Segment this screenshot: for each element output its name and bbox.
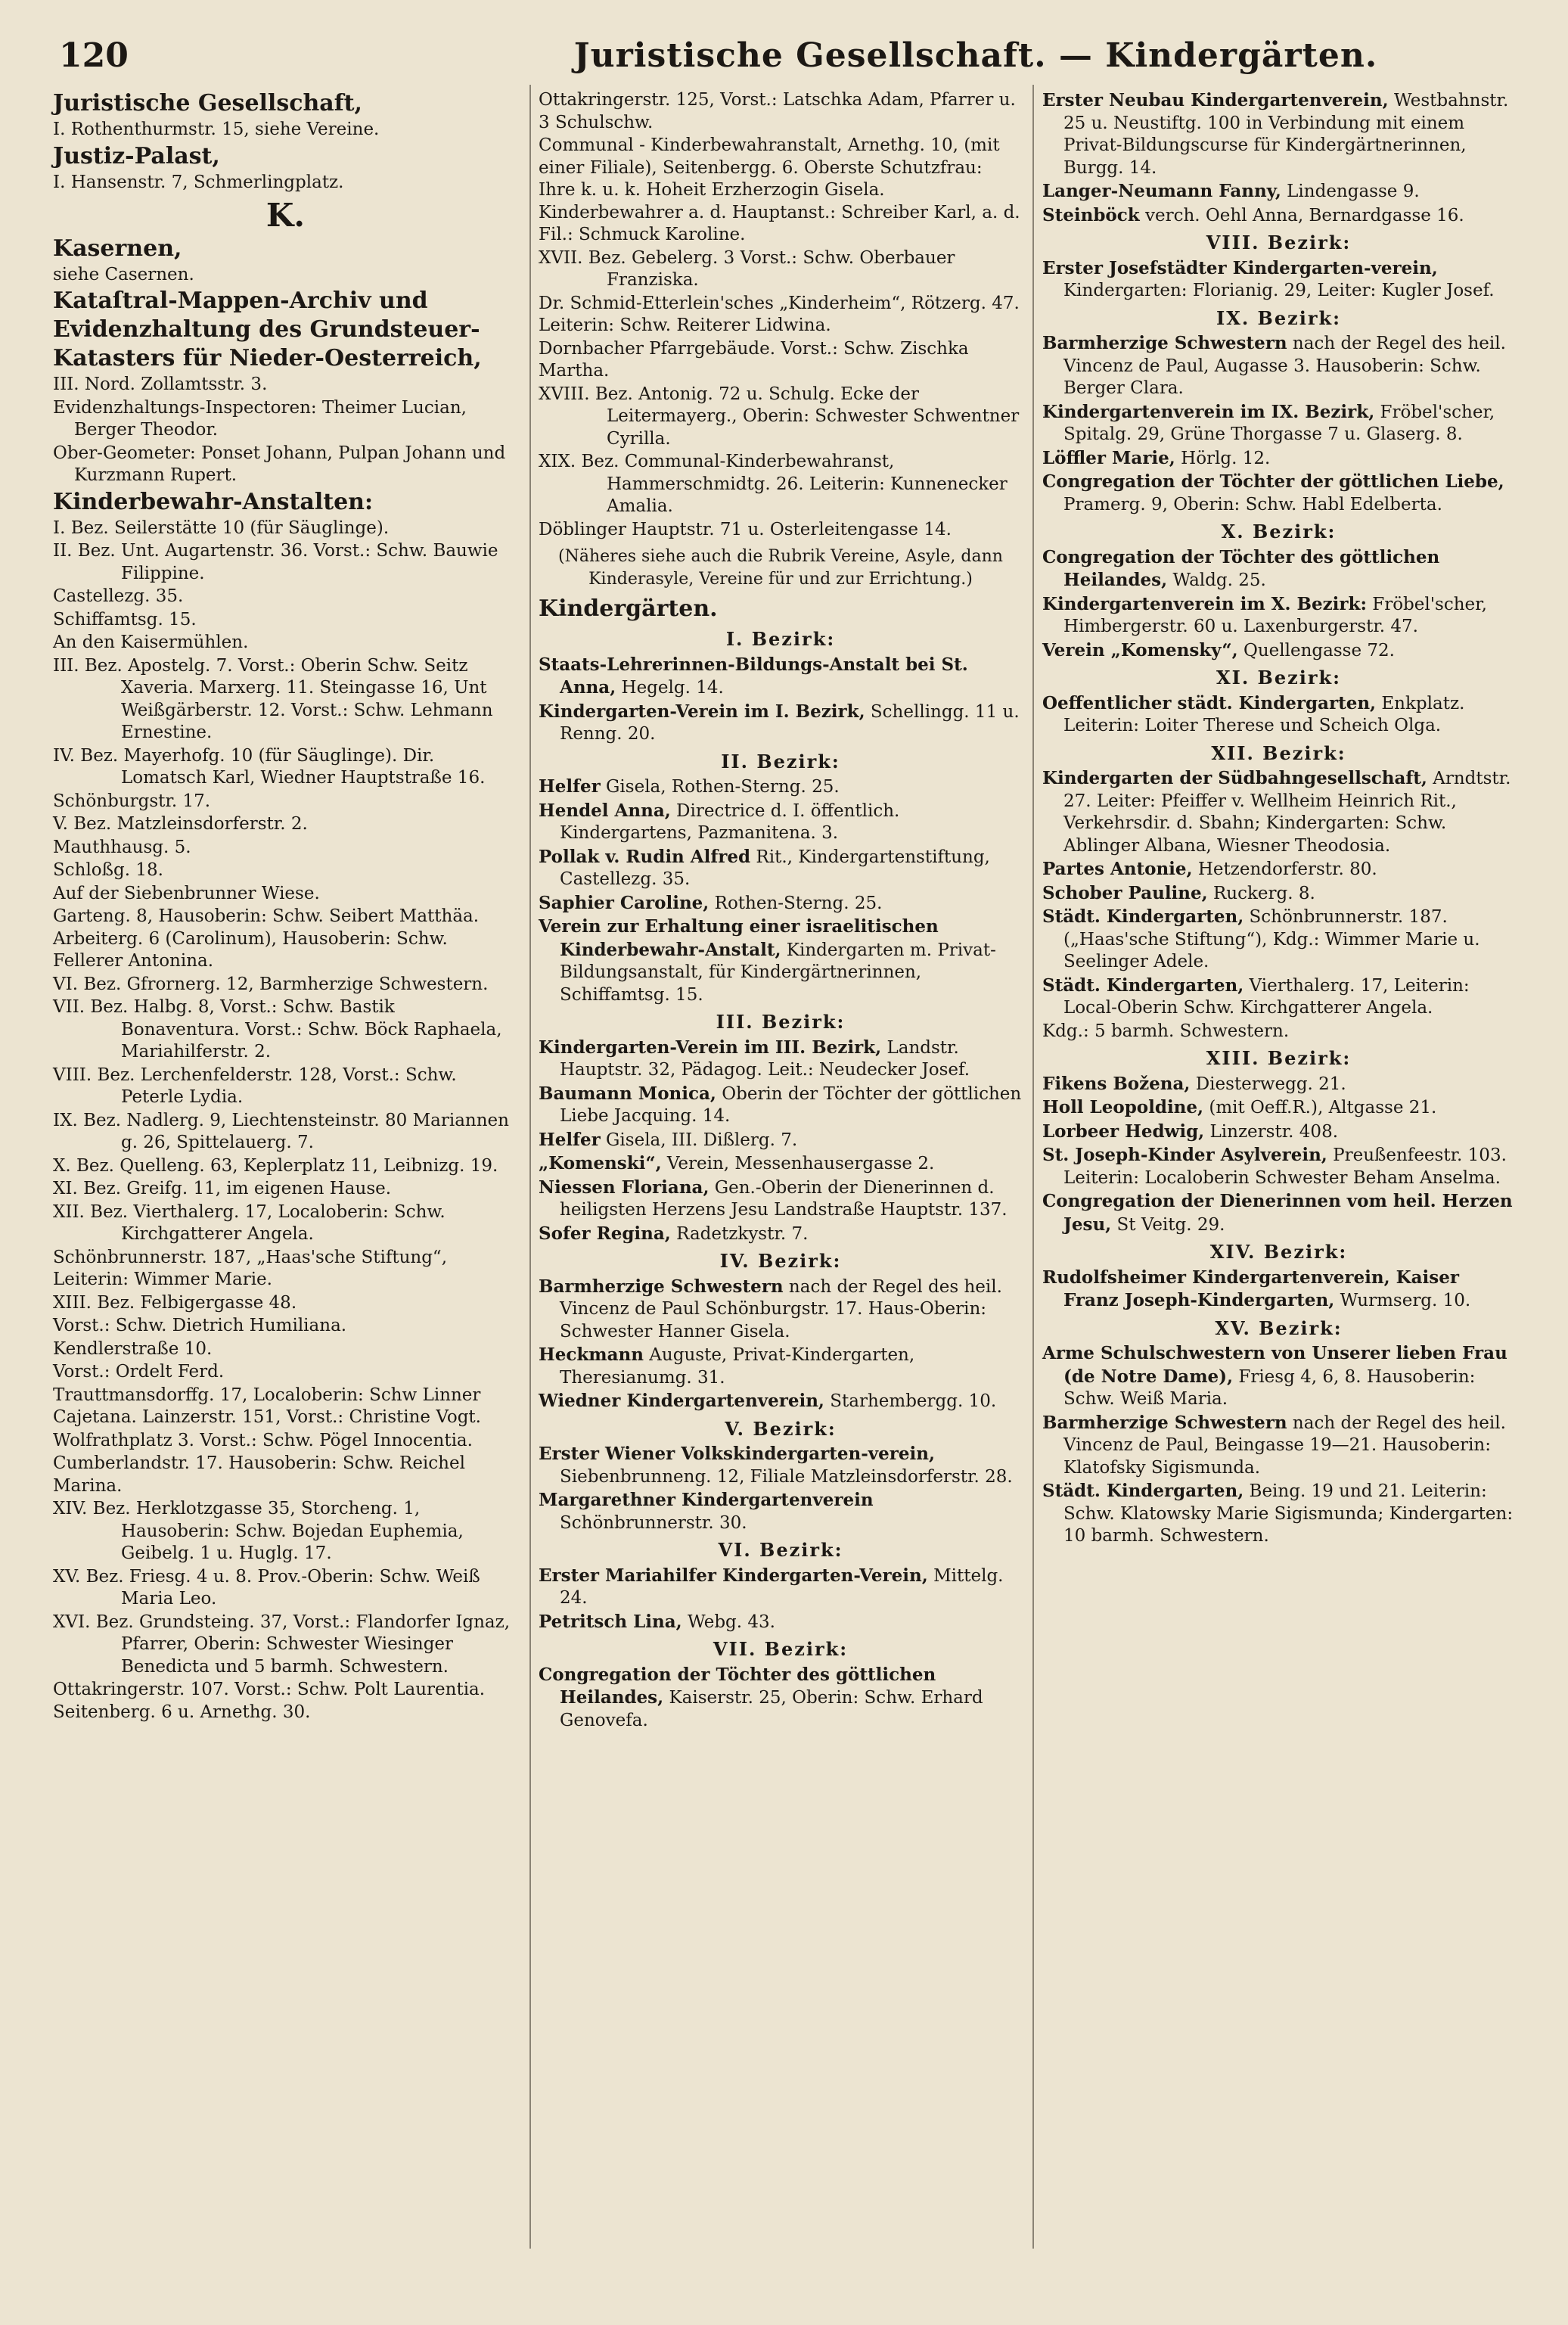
entry-name: Staats-Lehrerinnen-Bildungs-Anstalt bei St. Anna, xyxy=(539,654,968,698)
district-heading: XI. Bezirk: xyxy=(1216,667,1341,688)
directory-entry xyxy=(539,846,1023,891)
directory-entry xyxy=(539,800,1023,845)
entry-address: Arndtstr. 27. Leiter: Pfeiffer v. Wellheim Heinrich Rit., Verkehrsdir. d. Sbahn; Kindergarten: Schw. Ablinger Albana, Wiesner Theodosia. xyxy=(1063,769,1511,856)
entry-name: „Komenski“, xyxy=(539,1153,662,1173)
sub-entry: Schiffamtsg. 15. xyxy=(53,609,197,629)
district-heading: XIV. Bezirk: xyxy=(1209,1241,1348,1263)
district-heading: VII. Bezirk: xyxy=(713,1638,849,1660)
entry-heading: Justiz-Palast, xyxy=(53,142,220,169)
directory-entry xyxy=(539,1489,1023,1534)
column-divider xyxy=(1032,85,1034,2249)
directory-entry xyxy=(539,1443,1023,1488)
sub-entry: Schönbrunnerstr. 187, „Haas'sche Stiftung“, Leiterin: Wimmer Marie. xyxy=(53,1247,448,1289)
entry-address: Ruckerg. 8. xyxy=(1207,883,1315,903)
section-letter: K. xyxy=(265,197,306,234)
entry-name: Kindergartenverein im X. Bezirk: xyxy=(1042,593,1367,614)
entry-name: Congregation der Töchter der göttlichen Liebe, xyxy=(1042,471,1504,492)
entry-name: Margarethner Kindergartenverein xyxy=(539,1490,874,1510)
entry-name: Fikens Božena, xyxy=(1042,1073,1191,1094)
district-entry: XI. Bez. Greifg. 11, im eigenen Hause. xyxy=(53,1179,392,1198)
entry-name: Verein zur Erhaltung einer israelitischen Kinderbewahr-Anstalt, xyxy=(539,916,939,960)
entry-address: Quellengasse 72. xyxy=(1237,640,1395,661)
entry-name: Rudolfsheimer Kindergartenverein, Kaiser Franz Joseph-Kindergarten, xyxy=(1042,1267,1459,1310)
district-entry: XVII. Bez. Gebelerg. 3 Vorst.: Schw. Oberbauer Franziska. xyxy=(539,247,955,290)
directory-entry xyxy=(539,892,1023,915)
directory-entry xyxy=(1042,89,1515,179)
directory-entry xyxy=(1042,471,1515,516)
directory-entry xyxy=(1042,257,1515,303)
entry-name: Kindergarten-Verein im I. Bezirk, xyxy=(539,701,865,722)
column-left xyxy=(53,89,518,1724)
entry-address: Kaiserstr. 25, Oberin: Schw. Erhard Genovefa. xyxy=(560,1688,983,1730)
entry-address: Fröbel'scher, Spitalg. 29, Grüne Thorgasse 7 u. Glaserg. 8. xyxy=(1063,402,1495,444)
entry-address: Rothen-Sterng. 25. xyxy=(709,893,883,913)
entry-name: Helfer xyxy=(539,1129,601,1150)
entry-address: Diesterwegg. 21. xyxy=(1190,1074,1346,1094)
district-heading: IX. Bezirk: xyxy=(1216,306,1341,329)
directory-entry xyxy=(539,1083,1023,1128)
column-right xyxy=(1042,89,1515,1549)
district-entry: VI. Bez. Gfrornerg. 12, Barmherzige Schwestern. xyxy=(53,974,489,994)
sub-entry: Schönburgstr. 17. xyxy=(53,791,211,811)
district-entry: XIII. Bez. Felbigergasse 48. xyxy=(53,1292,297,1313)
district-entry: V. Bez. Matzleinsdorferstr. 2. xyxy=(53,814,308,834)
directory-entry xyxy=(1042,593,1515,639)
entry-name: Barmherzige Schwestern xyxy=(1042,333,1287,353)
entry-address: St Veitg. 29. xyxy=(1111,1214,1225,1235)
district-entry: III. Bez. Apostelg. 7. Vorst.: Oberin Schw. Seitz Xaveria. Marxerg. 11. Steingasse 16, Unt Weißgärberstr. 12. Vorst.: Schw. Lehmann Ernestine. xyxy=(53,655,493,742)
column-divider xyxy=(529,85,531,2249)
district-heading: XV. Bezirk: xyxy=(1215,1316,1343,1339)
directory-entry xyxy=(1042,1096,1515,1120)
district-heading: X. Bezirk: xyxy=(1221,521,1337,542)
sub-entry: Trauttmansdorffg. 17, Localoberin: Schw Linner Cajetana. Lainzerstr. 151, Vorst.: Christine Vogt. xyxy=(53,1385,481,1427)
directory-entry xyxy=(539,1037,1023,1082)
sub-entry: Wolfrathplatz 3. Vorst.: Schw. Pögel Innocentia. xyxy=(53,1430,473,1450)
directory-entry xyxy=(539,776,1023,799)
entry-address: Rit., Kindergartenstiftung, Castellezg. 35. xyxy=(560,847,990,889)
district-entry: X. Bez. Quelleng. 63, Keplerplatz 11, Leibnizg. 19. xyxy=(53,1155,498,1176)
directory-entry xyxy=(1042,1267,1515,1313)
entry-name: Congregation der Dienerinnen vom heil. Herzen Jesu, xyxy=(1042,1191,1513,1235)
entry-address: verch. Oehl Anna, Bernardgasse 16. xyxy=(1139,205,1464,225)
entry-address: Mittelg. 24. xyxy=(560,1565,1004,1608)
sub-entry: Dornbacher Pfarrgebäude. Vorst.: Schw. Zischka Martha. xyxy=(539,338,969,381)
entry-heading: Kasernen, xyxy=(53,235,182,262)
entry-address: Gisela, III. Dißlerg. 7. xyxy=(600,1130,798,1150)
entry-address: Fröbel'scher, Himbergerstr. 60 u. Laxenburgerstr. 47. xyxy=(1063,594,1487,636)
sub-entry: Garteng. 8, Hausoberin: Schw. Seibert Matthäa. Arbeiterg. 6 (Carolinum), Hausoberin: Schw. Fellerer Antonina. xyxy=(53,906,480,971)
entry-address: Being. 19 und 21. Leiterin: Schw. Klatowsky Marie Sigismunda; Kindergarten: 10 barmh. Schwestern. xyxy=(1063,1481,1514,1546)
entry-address: Siebenbrunneng. 12, Filiale Matzleinsdorferstr. 28. xyxy=(560,1466,1013,1487)
entry-name: Pollak v. Rudin Alfred xyxy=(539,846,751,867)
entry-name: Kindergarten-Verein im III. Bezirk, xyxy=(539,1037,882,1058)
entry-name: Erster Mariahilfer Kindergarten-Verein, xyxy=(539,1565,928,1586)
entry-address: Gisela, Rothen-Sterng. 25. xyxy=(600,777,840,797)
directory-entry xyxy=(1042,1480,1515,1548)
entry-name: Heckmann xyxy=(539,1344,644,1365)
directory-entry xyxy=(1042,974,1515,1020)
district-heading: XII. Bezirk: xyxy=(1211,741,1346,764)
directory-entry: siehe Casernen. xyxy=(53,264,194,284)
entry-address: nach der Regel des heil. Vincenz de Paul, Augasse 3. Hausoberin: Schw. Berger Clara. xyxy=(1063,334,1506,398)
entry-address: Directrice d. I. öffentlich. Kindergartens, Pazmanitena. 3. xyxy=(560,800,900,843)
sub-entry: Schloßg. 18. xyxy=(53,860,163,880)
entry-address: Friesg 4, 6, 8. Hausoberin: Schw. Weiß Maria. xyxy=(1063,1366,1476,1409)
directory-entry xyxy=(1042,1190,1515,1236)
entry-name: Kindergarten der Südbahngesellschaft, xyxy=(1042,768,1427,788)
district-entry: I. Bez. Seilerstätte 10 (für Säuglinge). xyxy=(53,518,390,538)
entry-address: Oberin der Töchter der göttlichen Liebe Jacquing. 14. xyxy=(560,1083,1022,1126)
entry-name: Löffler Marie, xyxy=(1042,447,1175,468)
note-text: (Näheres siehe auch die Rubrik Vereine, Asyle, dann Kinderasyle, Vereine für und zur Errichtung.) xyxy=(558,547,1003,589)
district-entry: XVI. Bez. Grundsteing. 37, Vorst.: Flandorfer Ignaz, Pfarrer, Oberin: Schwester Wiesinger Benedicta und 5 barmh. Schwestern. xyxy=(53,1612,511,1677)
district-entry: II. Bez. Unt. Augartenstr. 36. Vorst.: Schw. Bauwie Filippine. xyxy=(53,541,498,583)
directory-entry xyxy=(539,1129,1023,1152)
directory-entry xyxy=(539,1276,1023,1344)
entry-name: Niessen Floriana, xyxy=(539,1176,709,1198)
entry-name: Steinböck xyxy=(1042,204,1140,225)
entry-address: nach der Regel des heil. Vincenz de Paul Schönburgstr. 17. Haus-Oberin: Schwester Hanner Gisela. xyxy=(560,1276,1002,1341)
sub-entry: Castellezg. 35. xyxy=(53,586,184,606)
entry-name: Städt. Kindergarten, xyxy=(1042,1481,1244,1501)
entry-name: Petritsch Lina, xyxy=(539,1611,682,1632)
district-heading: IV. Bezirk: xyxy=(719,1250,842,1272)
entry-address: Kindergarten: Florianig. 29, Leiter: Kugler Josef. xyxy=(1063,281,1495,300)
district-entry: XIX. Bez. Communal-Kinderbewahranst, Hammerschmidtg. 26. Leiterin: Kunnenecker Amalia. xyxy=(539,452,1008,516)
sub-entry: Vorst.: Ordelt Ferd. xyxy=(53,1362,225,1382)
directory-entry xyxy=(1042,1073,1515,1096)
entry-name: Saphier Caroline, xyxy=(539,892,709,913)
entry-address: Wurmserg. 10. xyxy=(1334,1291,1471,1310)
directory-entry xyxy=(1042,1121,1515,1144)
directory-entry xyxy=(539,1664,1023,1733)
entry-name: Baumann Monica, xyxy=(539,1083,716,1104)
entry-name: Oeffentlicher städt. Kindergarten, xyxy=(1042,692,1377,713)
entry-address: Hetzendorferstr. 80. xyxy=(1192,859,1377,879)
sub-entry: Kdg.: 5 barmh. Schwestern. xyxy=(1042,1021,1290,1041)
district-entry: VIII. Bez. Lerchenfelderstr. 128, Vorst.: Schw. Peterle Lydia. xyxy=(53,1065,457,1107)
directory-entry: Evidenzhaltungs-Inspectoren: Theimer Lucian, Berger Theodor. xyxy=(53,397,467,440)
entry-address: (mit Oeff.R.), Altgasse 21. xyxy=(1203,1098,1437,1117)
district-entry: XIV. Bez. Herklotzgasse 35, Storcheng. 1, Hausoberin: Schw. Bojedan Euphemia, Geibelg. 1 u. Huglg. 17. xyxy=(53,1499,464,1563)
sub-entry: Ottakringerstr. 107. Vorst.: Schw. Polt Laurentia. Seitenberg. 6 u. Arnethg. 30. xyxy=(53,1680,486,1722)
district-heading: VIII. Bezirk: xyxy=(1206,232,1352,253)
directory-entry xyxy=(539,1152,1023,1176)
entry-address: Starhembergg. 10. xyxy=(824,1391,997,1411)
entry-name: Lorbeer Hedwig, xyxy=(1042,1121,1205,1142)
entry-address: Gen.-Oberin der Dienerinnen d. heiligsten Herzens Jesu Landstraße Hauptstr. 137. xyxy=(560,1177,1008,1220)
entry-name: Sofer Regina, xyxy=(539,1223,671,1244)
entry-address: Schönbrunnerstr. 30. xyxy=(560,1512,747,1533)
district-entry: IX. Bez. Nadlerg. 9, Liechtensteinstr. 80 Mariannen g. 26, Spittelauerg. 7. xyxy=(53,1110,509,1152)
entry-name: Erster Josefstädter Kindergarten-verein, xyxy=(1042,257,1438,278)
directory-entry xyxy=(1042,767,1515,857)
entry-name: Holl Leopoldine, xyxy=(1042,1097,1204,1117)
directory-entry xyxy=(1042,1342,1515,1411)
directory-entry xyxy=(1042,882,1515,906)
directory-entry: I. Rothenthurmstr. 15, siehe Vereine. xyxy=(53,120,380,139)
sub-entry: Vorst.: Schw. Dietrich Humiliana. xyxy=(53,1316,347,1335)
district-heading: III. Bezirk: xyxy=(716,1011,846,1033)
entry-name: Verein „Komensky“, xyxy=(1042,639,1238,661)
directory-entry xyxy=(1042,447,1515,471)
entry-name: Barmherzige Schwestern xyxy=(1042,1412,1287,1433)
directory-entry xyxy=(539,1390,1023,1413)
entry-address: Radetzkystr. 7. xyxy=(670,1223,809,1244)
directory-entry xyxy=(1042,401,1515,446)
entry-name: Erster Neubau Kindergartenverein, xyxy=(1042,90,1389,110)
entry-name: Städt. Kindergarten, xyxy=(1042,906,1244,927)
entry-address: Preußenfeestr. 103. Leiterin: Localoberin Schwester Beham Anselma. xyxy=(1063,1145,1507,1188)
sub-entry: Döblinger Hauptstr. 71 u. Osterleitengasse 14. xyxy=(539,519,952,539)
entry-name: Kindergartenverein im IX. Bezirk, xyxy=(1042,401,1375,422)
entry-address: Kindergarten m. Privat-Bildungsanstalt, für Kindergärtnerinnen, Schiffamtsg. 15. xyxy=(560,940,996,1005)
directory-entry xyxy=(1042,906,1515,974)
sub-entry: Kendlerstraße 10. xyxy=(53,1338,213,1359)
entry-heading: Kataſtral-Mappen-Archiv und Evidenzhaltung des Grundsteuer-Katasters für Nieder-Oesterreich, xyxy=(53,288,482,371)
directory-entry: I. Hansenstr. 7, Schmerlingplatz. xyxy=(53,172,344,192)
running-title: Juristische Gesellschaft. — Kindergärten. xyxy=(573,36,1378,75)
sub-entry: An den Kaisermühlen. xyxy=(53,633,249,652)
directory-entry xyxy=(1042,1412,1515,1480)
entry-heading: Kinderbewahr-Anstalten: xyxy=(53,488,374,515)
entry-address: nach der Regel des heil. Vincenz de Paul, Beingasse 19—21. Hausoberin: Klatofsky Sigismunda. xyxy=(1063,1413,1506,1478)
entry-address: Lindengasse 9. xyxy=(1281,182,1420,201)
entry-address: Hörlg. 12. xyxy=(1175,448,1271,468)
sub-entry: Ottakringerstr. 125, Vorst.: Latschka Adam, Pfarrer u. 3 Schulschw. xyxy=(539,90,1016,132)
entry-address: Webg. 43. xyxy=(682,1612,775,1632)
district-heading: V. Bezirk: xyxy=(725,1417,837,1440)
sub-entry: Cumberlandstr. 17. Hausoberin: Schw. Reichel Marina. xyxy=(53,1453,465,1496)
entry-name: Erster Wiener Volkskindergarten-verein, xyxy=(539,1444,936,1464)
entry-name: Barmherzige Schwestern xyxy=(539,1276,784,1297)
entry-address: Hegelg. 14. xyxy=(616,678,724,698)
entry-address: Pramerg. 9, Oberin: Schw. Habl Edelberta. xyxy=(1063,494,1442,514)
entry-name: Schober Pauline, xyxy=(1042,882,1208,903)
directory-entry xyxy=(1042,1144,1515,1189)
entry-name: Langer-Neumann Fanny, xyxy=(1042,181,1281,201)
directory-entry xyxy=(539,915,1023,1006)
directory-entry xyxy=(1042,546,1515,592)
directory-entry xyxy=(1042,180,1515,204)
entry-heading: Juristische Gesellschaft, xyxy=(53,90,362,117)
directory-entry xyxy=(539,1176,1023,1222)
directory-entry xyxy=(539,1565,1023,1610)
entry-address: Vierthalerg. 17, Leiterin: Local-Oberin Schw. Kirchgatterer Angela. xyxy=(1063,975,1470,1018)
entry-address: Schönbrunnerstr. 187. („Haas'sche Stiftung“), Kdg.: Wimmer Marie u. Seelinger Adele. xyxy=(1063,907,1480,971)
district-entry: VII. Bez. Halbg. 8, Vorst.: Schw. Bastik Bonaventura. Vorst.: Schw. Böck Raphaela, Mariahilferstr. 2. xyxy=(53,997,502,1061)
page-number: 120 xyxy=(59,36,129,75)
directory-entry: Ober-Geometer: Ponset Johann, Pulpan Johann und Kurzmann Rupert. xyxy=(53,443,506,485)
entry-name: Congregation der Töchter des göttlichen Heilandes, xyxy=(1042,546,1440,590)
entry-address: Waldg. 25. xyxy=(1167,570,1266,590)
directory-entry xyxy=(539,701,1023,746)
district-entry: XV. Bez. Friesg. 4 u. 8. Prov.-Oberin: Schw. Weiß Maria Leo. xyxy=(53,1566,480,1609)
entry-address: Verein, Messenhausergasse 2. xyxy=(661,1154,935,1173)
directory-entry xyxy=(539,1611,1023,1634)
entry-address: Auguste, Privat-Kindergarten, Theresianumg. 31. xyxy=(560,1345,915,1388)
directory-entry xyxy=(1042,858,1515,881)
entry-address: Schellingg. 11 u. Renng. 20. xyxy=(560,701,1020,744)
entry-address: Westbahnstr. 25 u. Neustiftg. 100 in Verbindung mit einem Privat-Bildungscurse für Kindergärtnerinnen, Burgg. 14. xyxy=(1063,91,1509,178)
entry-name: Helfer xyxy=(539,776,601,797)
column-middle xyxy=(539,89,1023,1733)
district-entry: XVIII. Bez. Antonig. 72 u. Schulg. Ecke der Leitermayerg., Oberin: Schwester Schwentner Cyrilla. xyxy=(539,384,1020,449)
directory-entry xyxy=(539,654,1023,700)
sub-entry: Mauthhausg. 5. xyxy=(53,837,191,857)
district-heading: VI. Bezirk: xyxy=(718,1539,843,1561)
entry-name: Partes Antonie, xyxy=(1042,859,1193,879)
directory-entry xyxy=(539,1344,1023,1389)
district-entry: IV. Bez. Mayerhofg. 10 (für Säuglinge). Dir. Lomatsch Karl, Wiedner Hauptstraße 16. xyxy=(53,745,486,788)
directory-entry xyxy=(1042,692,1515,738)
entry-name: Congregation der Töchter des göttlichen Heilandes, xyxy=(539,1664,936,1708)
entry-name: Arme Schulschwestern von Unserer lieben Frau (de Notre Dame), xyxy=(1042,1343,1507,1387)
entry-address: Landstr. Hauptstr. 32, Pädagog. Leit.: Neudecker Josef. xyxy=(560,1037,970,1080)
sub-entry: Communal - Kinderbewahranstalt, Arnethg. 10, (mit einer Filiale), Seitenbergg. 6. Oberste Schutzfrau: Ihre k. u. k. Hoheit Erzherzogin Gisela. Kinderbewahrer a. d. Hauptanst.: Schreiber Karl, a. d. Fil.: Schmuck Karoline. xyxy=(539,135,1020,244)
district-heading: II. Bezirk: xyxy=(721,750,840,772)
sub-entry: Dr. Schmid-Etterlein'sches „Kinderheim“, Rötzerg. 47. Leiterin: Schw. Reiterer Lidwina. xyxy=(539,293,1020,335)
entry-heading: Kindergärten. xyxy=(539,595,718,622)
directory-entry xyxy=(1042,332,1515,400)
entry-name: Städt. Kindergarten, xyxy=(1042,974,1244,996)
entry-name: St. Joseph-Kinder Asylverein, xyxy=(1042,1145,1327,1165)
district-entry: XII. Bez. Vierthalerg. 17, Localoberin: Schw. Kirchgatterer Angela. xyxy=(53,1201,446,1244)
district-heading: XIII. Bezirk: xyxy=(1206,1047,1352,1069)
directory-entry xyxy=(1042,639,1515,663)
sub-entry: Auf der Siebenbrunner Wiese. xyxy=(53,883,320,903)
district-heading: I. Bezirk: xyxy=(725,628,836,650)
entry-address: Linzerstr. 408. xyxy=(1204,1121,1339,1142)
entry-name: Wiedner Kindergartenverein, xyxy=(539,1391,824,1411)
directory-entry xyxy=(539,1223,1023,1246)
directory-entry xyxy=(1042,204,1515,228)
directory-entry: III. Nord. Zollamtsstr. 3. xyxy=(53,375,268,394)
entry-name: Hendel Anna, xyxy=(539,800,671,821)
entry-address: Enkplatz. Leiterin: Loiter Therese und Scheich Olga. xyxy=(1063,693,1465,735)
